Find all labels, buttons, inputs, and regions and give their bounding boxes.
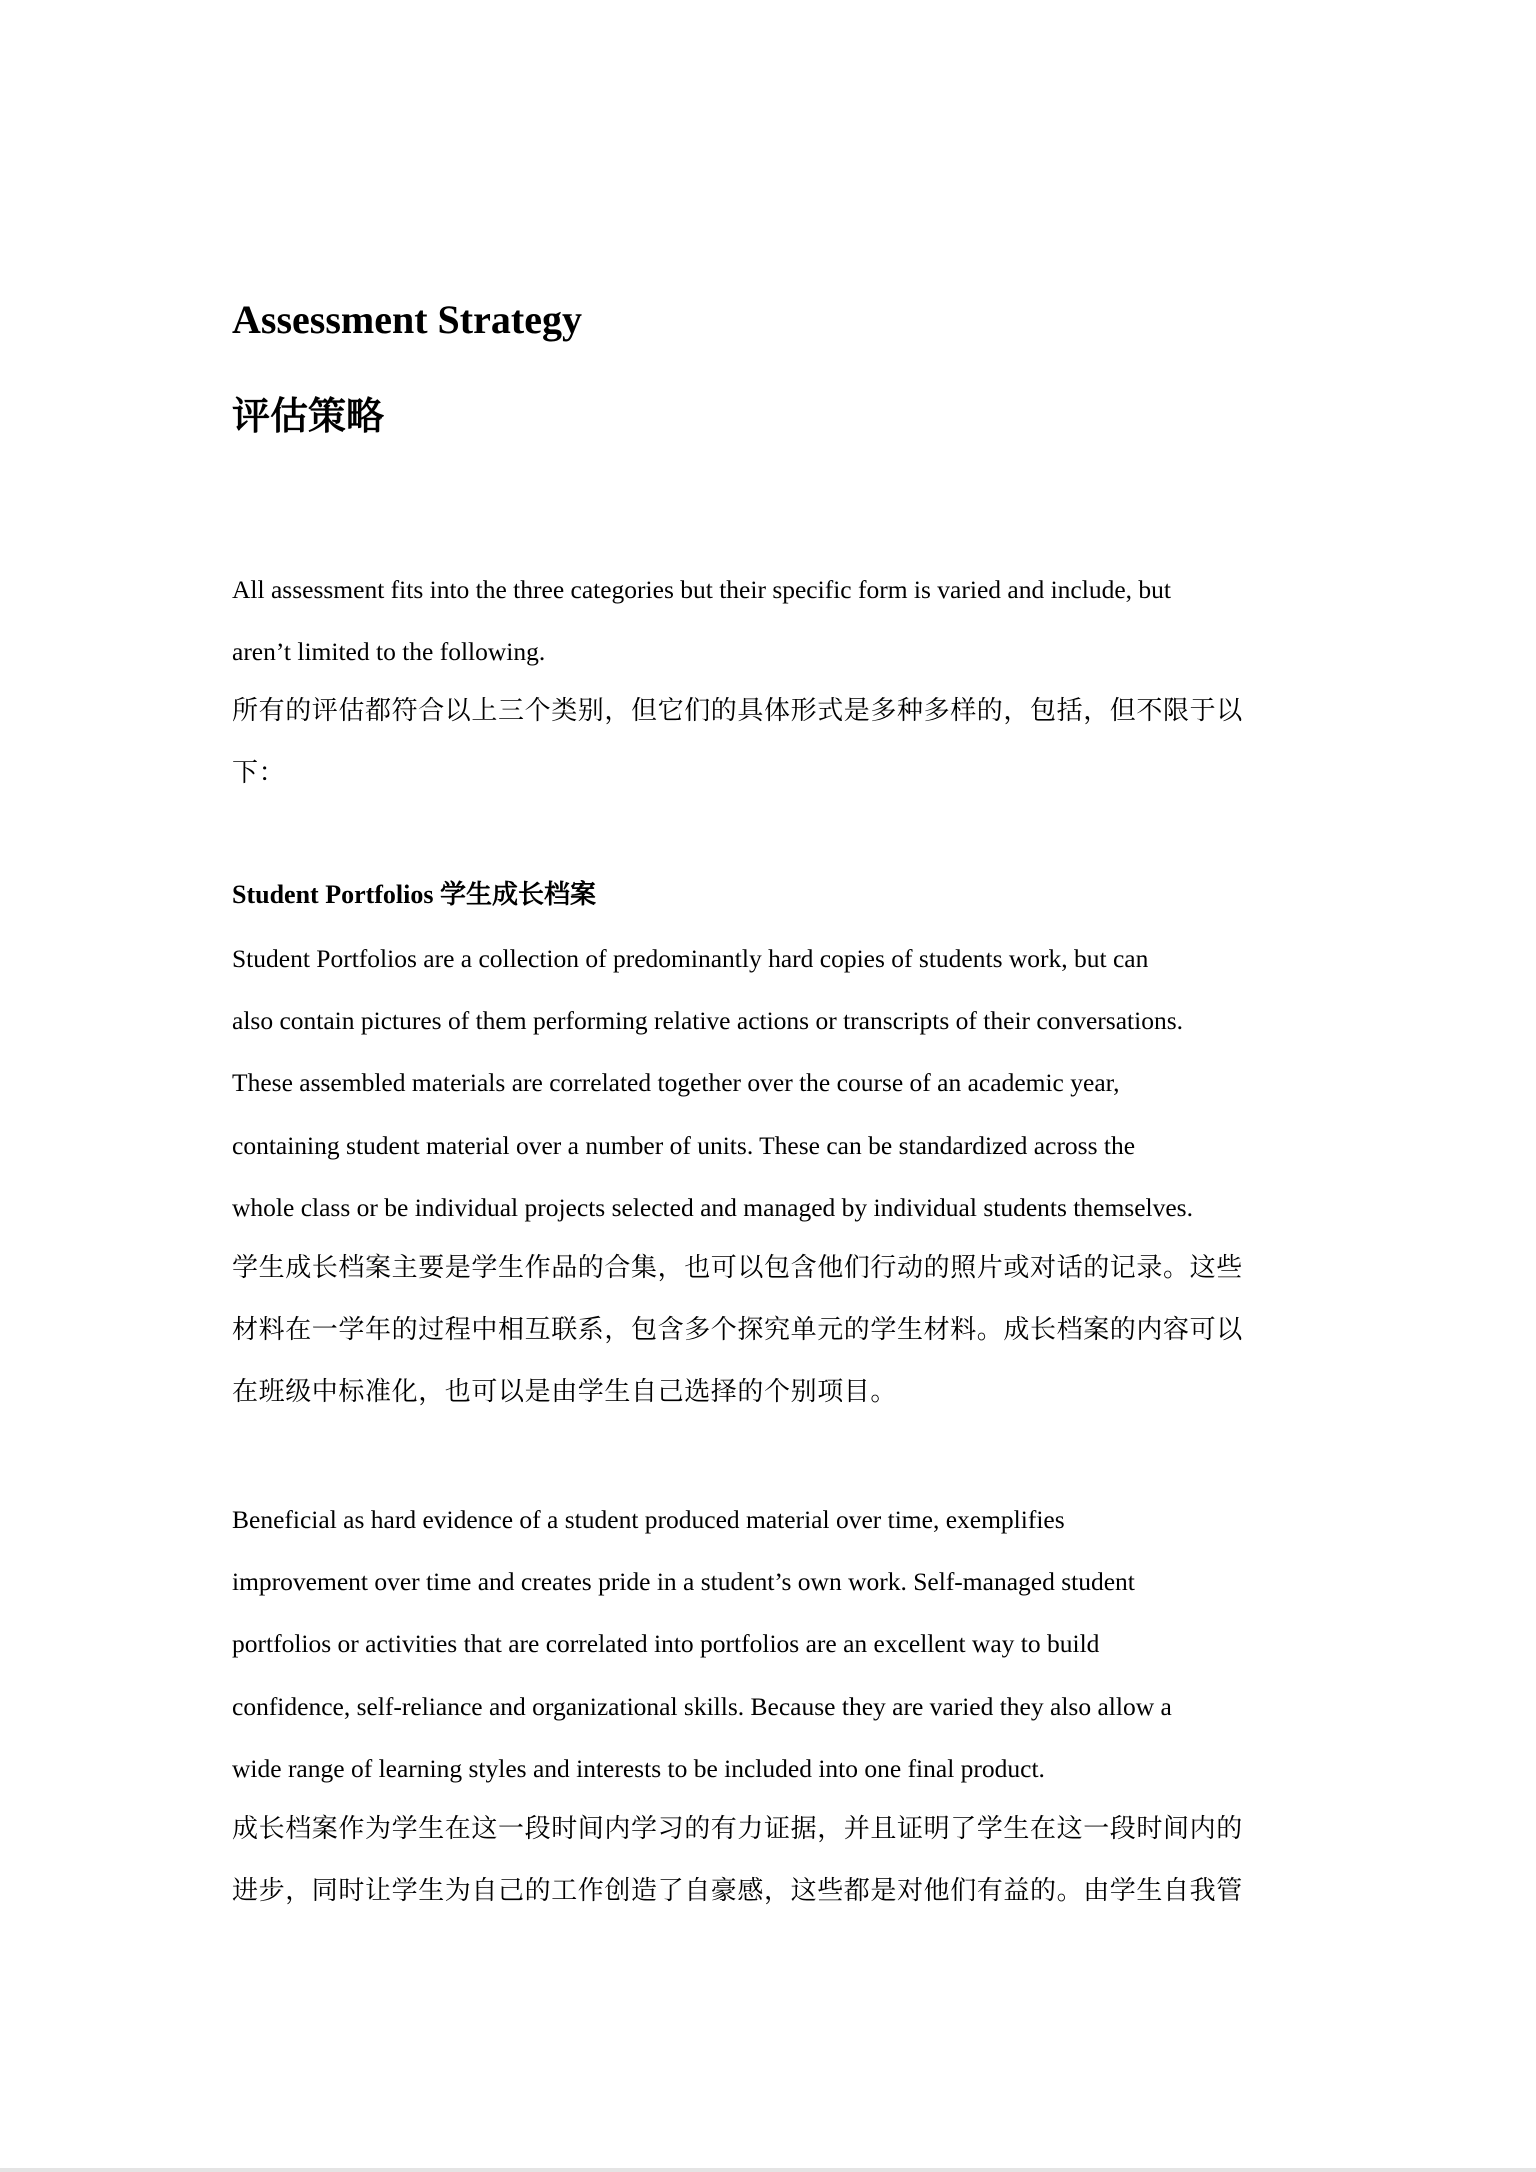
intro-text-line: All assessment fits into the three categories but their specific form is varied and include, but <box>232 575 1171 604</box>
paragraph-line: Beneficial as hard evidence of a student produced material over time, exemplifies <box>232 1505 1065 1534</box>
intro-text-line: aren’t limited to the following. <box>232 637 546 666</box>
paragraph-line: containing student material over a number of units. These can be standardized across the <box>232 1131 1136 1160</box>
paragraph-line: also contain pictures of them performing relative actions or transcripts of their conversations. <box>232 1006 1183 1035</box>
page-bottom-edge <box>0 2168 1536 2172</box>
paragraph-line-cn: 材料在一学年的过程中相互联系，包含多个探究单元的学生材料。成长档案的内容可以 <box>232 1315 1243 1344</box>
paragraph-line-cn: 在班级中标准化，也可以是由学生自己选择的个别项目。 <box>232 1377 898 1406</box>
paragraph-line-cn: 进步，同时让学生为自己的工作创造了自豪感，这些都是对他们有益的。由学生自我管 <box>232 1876 1243 1905</box>
paragraph-line: improvement over time and creates pride in a student’s own work. Self-managed student <box>232 1567 1135 1596</box>
paragraph-line: whole class or be individual projects selected and managed by individual students themselves. <box>232 1193 1193 1222</box>
paragraph-line-cn: 学生成长档案主要是学生作品的合集，也可以包含他们行动的照片或对话的记录。这些 <box>232 1253 1243 1282</box>
section-heading: Student Portfolios 学生成长档案 <box>232 880 597 909</box>
document-title-cn: 评估策略 <box>232 396 385 438</box>
paragraph-line: confidence, self-reliance and organizational skills. Because they are varied they also allow a <box>232 1692 1172 1721</box>
intro-text-line-cn: 下： <box>232 758 286 787</box>
document-title: Assessment Strategy <box>232 297 582 342</box>
paragraph-line: Student Portfolios are a collection of predominantly hard copies of students work, but can <box>232 944 1149 973</box>
paragraph-line-cn: 成长档案作为学生在这一段时间内学习的有力证据，并且证明了学生在这一段时间内的 <box>232 1814 1243 1843</box>
paragraph-line: These assembled materials are correlated together over the course of an academic year, <box>232 1068 1120 1097</box>
paragraph-line: wide range of learning styles and interests to be included into one final product. <box>232 1754 1045 1783</box>
intro-text-line-cn: 所有的评估都符合以上三个类别，但它们的具体形式是多种多样的，包括，但不限于以 <box>232 696 1243 725</box>
paragraph-line: portfolios or activities that are correlated into portfolios are an excellent way to build <box>232 1629 1100 1658</box>
